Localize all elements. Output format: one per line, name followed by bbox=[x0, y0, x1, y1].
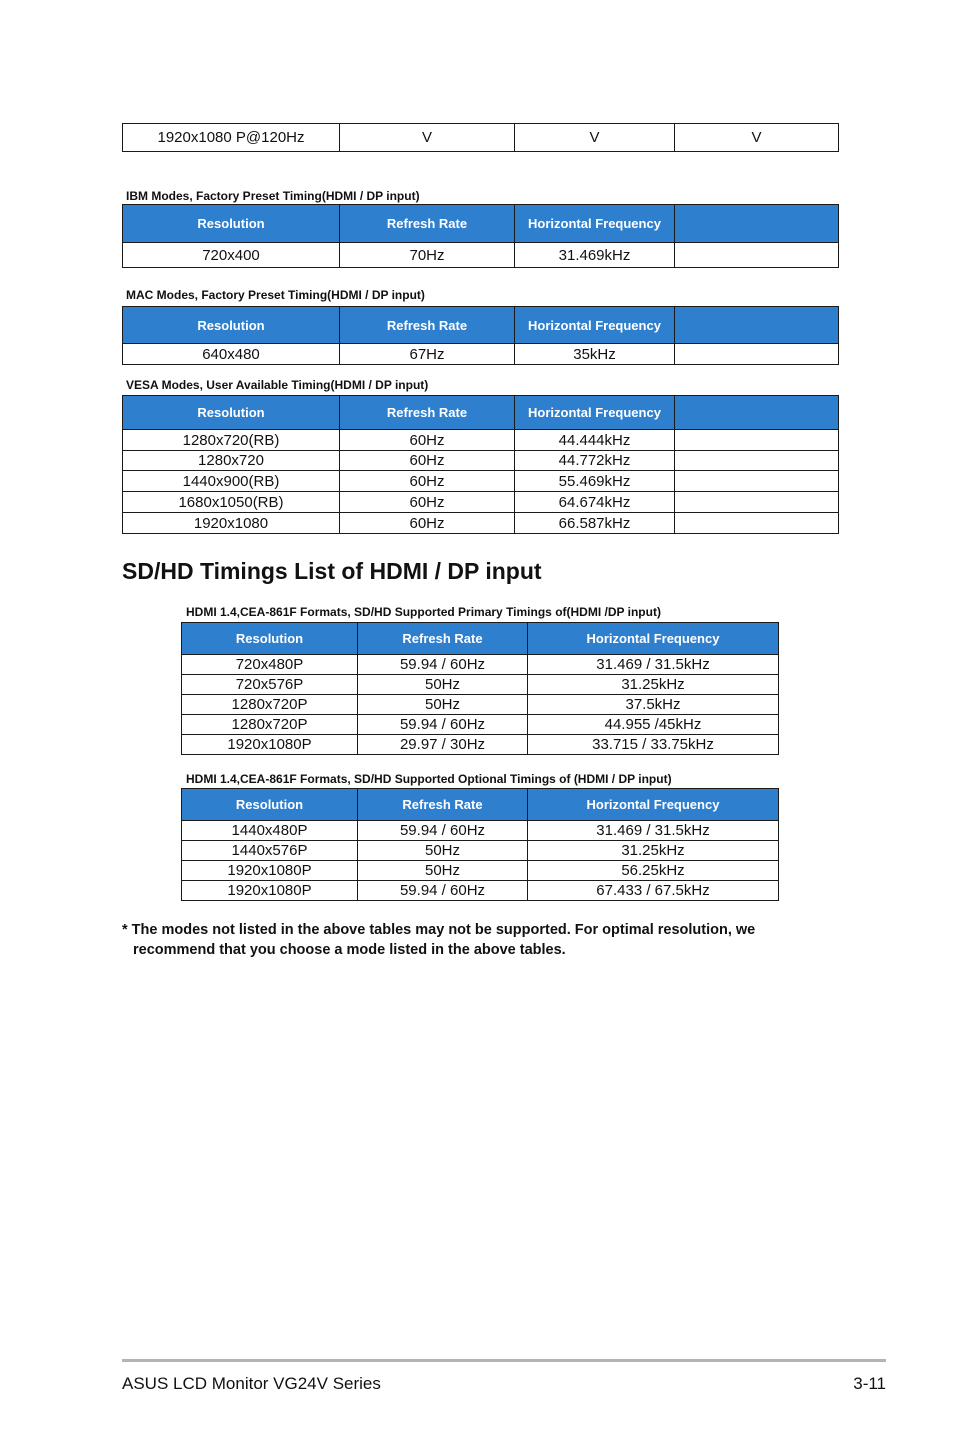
footer-divider bbox=[122, 1359, 886, 1362]
table-cell: 60Hz bbox=[340, 451, 515, 471]
header-blank bbox=[675, 205, 839, 243]
table-cell: 1440x576P bbox=[182, 841, 358, 861]
table-cell: 1440x900(RB) bbox=[123, 471, 340, 492]
optional-caption: HDMI 1.4,CEA-861F Formats, SD/HD Supported Optional Timings of (HDMI / DP input) bbox=[186, 772, 672, 786]
header-refresh-rate: Refresh Rate bbox=[340, 396, 515, 430]
table-cell bbox=[675, 430, 839, 451]
footnote-line-1: * The modes not listed in the above tables may not be supported. For optimal resolution, we bbox=[122, 922, 756, 938]
table-cell: 50Hz bbox=[358, 675, 528, 695]
table-cell bbox=[675, 451, 839, 471]
table-cell: 1280x720P bbox=[182, 695, 358, 715]
table-row bbox=[123, 344, 839, 365]
table-row bbox=[123, 124, 839, 152]
table-row bbox=[123, 513, 839, 534]
table-cell: 33.715 / 33.75kHz bbox=[528, 735, 779, 755]
table-cell: 50Hz bbox=[358, 841, 528, 861]
table-cell: 31.25kHz bbox=[528, 841, 779, 861]
ibm-caption: IBM Modes, Factory Preset Timing(HDMI / DP input) bbox=[126, 189, 420, 203]
header-horizontal-frequency: Horizontal Frequency bbox=[528, 789, 779, 821]
table-cell: 44.772kHz bbox=[515, 451, 675, 471]
ibm-table bbox=[122, 204, 839, 268]
table-row bbox=[123, 451, 839, 471]
table-cell: 720x400 bbox=[123, 243, 340, 268]
table-cell: 60Hz bbox=[340, 513, 515, 534]
footnote-line-2: recommend that you choose a mode listed in the above tables. bbox=[133, 942, 566, 958]
vesa-caption: VESA Modes, User Available Timing(HDMI / DP input) bbox=[126, 378, 429, 392]
table-cell: 29.97 / 30Hz bbox=[358, 735, 528, 755]
footer-product-name: ASUS LCD Monitor VG24V Series bbox=[122, 1374, 381, 1393]
table-cell: 31.25kHz bbox=[528, 675, 779, 695]
section-title: SD/HD Timings List of HDMI / DP input bbox=[122, 558, 542, 584]
table-row bbox=[182, 735, 779, 755]
table-cell: 60Hz bbox=[340, 471, 515, 492]
table-cell: 56.25kHz bbox=[528, 861, 779, 881]
top-timing-table bbox=[122, 123, 839, 152]
primary-caption: HDMI 1.4,CEA-861F Formats, SD/HD Supported Primary Timings of(HDMI /DP input) bbox=[186, 605, 661, 619]
table-cell: V bbox=[675, 124, 839, 152]
header-refresh-rate: Refresh Rate bbox=[340, 205, 515, 243]
table-row bbox=[182, 675, 779, 695]
table-cell: 50Hz bbox=[358, 695, 528, 715]
table-cell: 70Hz bbox=[340, 243, 515, 268]
table-cell: 720x576P bbox=[182, 675, 358, 695]
table-cell: 1280x720 bbox=[123, 451, 340, 471]
table-cell bbox=[675, 243, 839, 268]
table-cell bbox=[675, 471, 839, 492]
table-row bbox=[123, 243, 839, 268]
table-cell: 720x480P bbox=[182, 655, 358, 675]
table-cell: 1920x1080P bbox=[182, 735, 358, 755]
table-cell: 1680x1050(RB) bbox=[123, 492, 340, 513]
table-row bbox=[123, 471, 839, 492]
table-row bbox=[182, 841, 779, 861]
header-blank bbox=[675, 307, 839, 344]
header-resolution: Resolution bbox=[182, 623, 358, 655]
header-resolution: Resolution bbox=[182, 789, 358, 821]
header-resolution: Resolution bbox=[123, 205, 340, 243]
table-cell: 67.433 / 67.5kHz bbox=[528, 881, 779, 901]
optional-timings-table bbox=[181, 788, 779, 901]
header-refresh-rate: Refresh Rate bbox=[358, 623, 528, 655]
table-cell: 59.94 / 60Hz bbox=[358, 821, 528, 841]
table-cell: 640x480 bbox=[123, 344, 340, 365]
table-row bbox=[182, 861, 779, 881]
table-cell: V bbox=[340, 124, 515, 152]
table-cell: 35kHz bbox=[515, 344, 675, 365]
table-cell bbox=[675, 344, 839, 365]
table-cell: 55.469kHz bbox=[515, 471, 675, 492]
mac-caption: MAC Modes, Factory Preset Timing(HDMI / DP input) bbox=[126, 288, 425, 302]
table-cell bbox=[675, 492, 839, 513]
header-horizontal-frequency: Horizontal Frequency bbox=[515, 396, 675, 430]
footnote bbox=[122, 920, 812, 960]
header-resolution: Resolution bbox=[123, 396, 340, 430]
table-cell: 59.94 / 60Hz bbox=[358, 655, 528, 675]
table-header-row bbox=[182, 789, 779, 821]
table-cell: 31.469kHz bbox=[515, 243, 675, 268]
table-cell: 37.5kHz bbox=[528, 695, 779, 715]
table-cell: 59.94 / 60Hz bbox=[358, 881, 528, 901]
mac-table bbox=[122, 306, 839, 365]
header-horizontal-frequency: Horizontal Frequency bbox=[528, 623, 779, 655]
primary-timings-table bbox=[181, 622, 779, 755]
table-cell: 1920x1080 P@120Hz bbox=[123, 124, 340, 152]
table-cell bbox=[675, 513, 839, 534]
table-cell: V bbox=[515, 124, 675, 152]
table-cell: 1920x1080 bbox=[123, 513, 340, 534]
table-cell: 31.469 / 31.5kHz bbox=[528, 821, 779, 841]
table-cell: 60Hz bbox=[340, 492, 515, 513]
table-cell: 1280x720P bbox=[182, 715, 358, 735]
table-cell: 1920x1080P bbox=[182, 881, 358, 901]
table-row bbox=[182, 821, 779, 841]
table-cell: 44.444kHz bbox=[515, 430, 675, 451]
table-cell: 66.587kHz bbox=[515, 513, 675, 534]
table-header-row bbox=[123, 396, 839, 430]
table-row bbox=[182, 881, 779, 901]
header-horizontal-frequency: Horizontal Frequency bbox=[515, 307, 675, 344]
table-row bbox=[182, 655, 779, 675]
table-row bbox=[123, 430, 839, 451]
header-horizontal-frequency: Horizontal Frequency bbox=[515, 205, 675, 243]
page-number: 3-11 bbox=[853, 1374, 886, 1393]
table-cell: 50Hz bbox=[358, 861, 528, 881]
header-blank bbox=[675, 396, 839, 430]
header-refresh-rate: Refresh Rate bbox=[358, 789, 528, 821]
table-header-row bbox=[123, 205, 839, 243]
table-cell: 1280x720(RB) bbox=[123, 430, 340, 451]
header-refresh-rate: Refresh Rate bbox=[340, 307, 515, 344]
vesa-table bbox=[122, 395, 839, 534]
table-row bbox=[182, 715, 779, 735]
table-cell: 44.955 /45kHz bbox=[528, 715, 779, 735]
table-cell: 1440x480P bbox=[182, 821, 358, 841]
table-header-row bbox=[123, 307, 839, 344]
table-row bbox=[123, 492, 839, 513]
table-cell: 60Hz bbox=[340, 430, 515, 451]
header-resolution: Resolution bbox=[123, 307, 340, 344]
table-header-row bbox=[182, 623, 779, 655]
table-cell: 64.674kHz bbox=[515, 492, 675, 513]
table-row bbox=[182, 695, 779, 715]
table-cell: 1920x1080P bbox=[182, 861, 358, 881]
table-cell: 59.94 / 60Hz bbox=[358, 715, 528, 735]
table-cell: 31.469 / 31.5kHz bbox=[528, 655, 779, 675]
table-cell: 67Hz bbox=[340, 344, 515, 365]
